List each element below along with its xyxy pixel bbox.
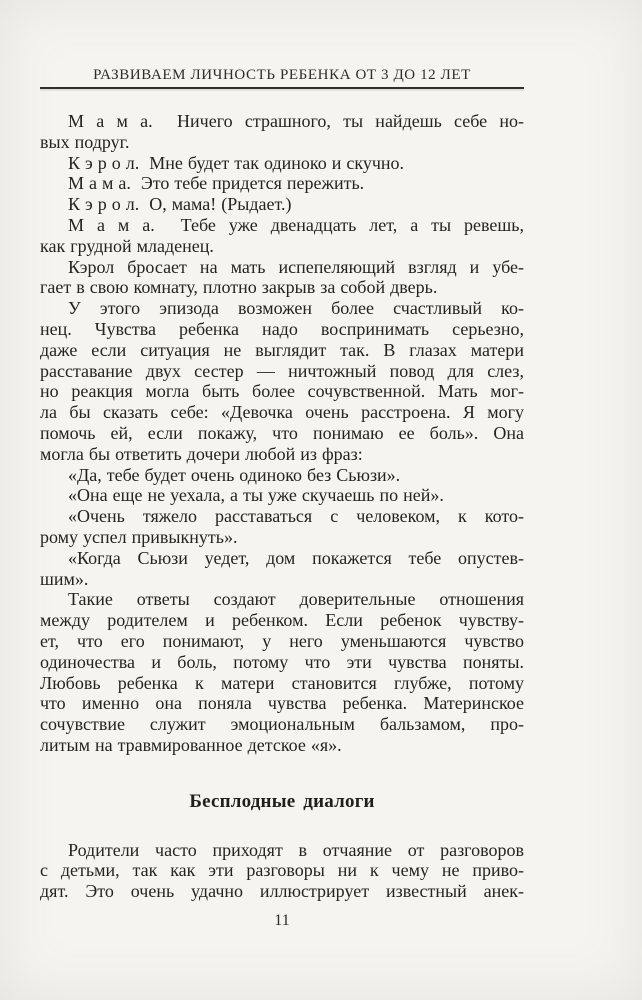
text-line: М а м а. Это тебе придется пережить. <box>68 173 365 194</box>
text-line: между родителем и ребенком. Если ребенок чувству- <box>40 610 524 631</box>
text-line: одиночества и боль, потому что эти чувства поняты. <box>40 651 524 672</box>
text-line: могла бы ответить дочери любой из фраз: <box>40 443 363 464</box>
text-line: «Да, тебе будет очень одиноко без Сьюзи». <box>68 464 401 485</box>
text-line: Кэрол бросает на мать испепеляющий взгляд и убе- <box>68 256 524 277</box>
text-line: вых подруг. <box>40 131 130 152</box>
text-line: М а м а. Ничего страшного, ты найдешь себе но- <box>68 111 524 131</box>
paragraph <box>40 298 524 464</box>
text-line: расставание двух сестер — ничтожный повод для слез, <box>40 360 524 381</box>
text-line: «Очень тяжело расставаться с человеком, к кото- <box>68 506 524 527</box>
text-line: литым на травмированное детское «я». <box>40 734 342 755</box>
text-line: но реакция могла быть более сочувственной. Мать мог- <box>40 381 524 402</box>
text-line: «Она еще не уехала, а ты уже скучаешь по ней». <box>68 485 444 506</box>
text-line: М а м а. Тебе уже двенадцать лет, а ты ревешь, <box>68 214 524 235</box>
text-line: К э р о л. Мне будет так одиноко и скучно. <box>68 152 405 173</box>
text-line: «Когда Сьюзи уедет, дом покажется тебе опустев- <box>68 547 524 568</box>
paragraph <box>40 215 524 257</box>
text-line: помочь ей, если покажу, что понимаю ее боль». Она <box>40 422 524 443</box>
paragraph <box>40 153 524 174</box>
paragraph <box>40 548 524 590</box>
text-line: К э р о л. О, мама! (Рыдает.) <box>68 194 292 215</box>
text-line: ет, что его понимают, у него уменьшаются чувство <box>40 630 524 651</box>
text-line: Родители часто приходят в отчаяние от разговоров <box>68 839 524 860</box>
text-line: Такие ответы создают доверительные отношения <box>68 589 524 610</box>
paragraph <box>40 111 524 153</box>
text-line: даже если ситуация не выглядит так. В глазах матери <box>40 339 524 360</box>
text-line: нец. Чувства ребенка надо воспринимать серьезно, <box>40 318 524 339</box>
text-line: ла бы сказать себе: «Девочка очень расстроена. Я могу <box>40 402 524 423</box>
text-line: что именно она поняла чувства ребенка. Материнское <box>40 693 524 714</box>
text-line: с детьми, так как эти разговоры ни к чему не приво- <box>40 860 524 881</box>
paragraph <box>40 173 524 194</box>
text-column <box>40 66 524 930</box>
paragraph <box>40 465 524 486</box>
text-line: У этого эпизода возможен более счастливый ко- <box>68 298 524 319</box>
page-body <box>40 111 524 902</box>
text-line: шим». <box>40 568 89 589</box>
paragraph <box>40 485 524 506</box>
paragraph <box>40 589 524 755</box>
paragraph <box>40 840 524 902</box>
section-heading: Бесплодные диалоги <box>189 790 375 812</box>
text-line: гает в свою комнату, плотно закрыв за собой дверь. <box>40 277 438 298</box>
text-line: сочувствие служит эмоциональным бальзамом, про- <box>40 714 524 735</box>
paragraph <box>40 506 524 548</box>
text-line: как грудной младенец. <box>40 235 214 256</box>
page-number: 11 <box>274 911 290 929</box>
text-line: рому успел привыкнуть». <box>40 526 238 547</box>
running-header: РАЗВИВАЕМ ЛИЧНОСТЬ РЕБЕНКА ОТ 3 ДО 12 ЛЕТ <box>93 67 471 83</box>
header-rule <box>40 87 524 89</box>
paragraph <box>40 257 524 299</box>
text-line: дят. Это очень удачно иллюстрирует известный анек- <box>40 881 524 902</box>
text-line: Любовь ребенка к матери становится глубже, потому <box>40 672 524 693</box>
paragraph <box>40 194 524 215</box>
